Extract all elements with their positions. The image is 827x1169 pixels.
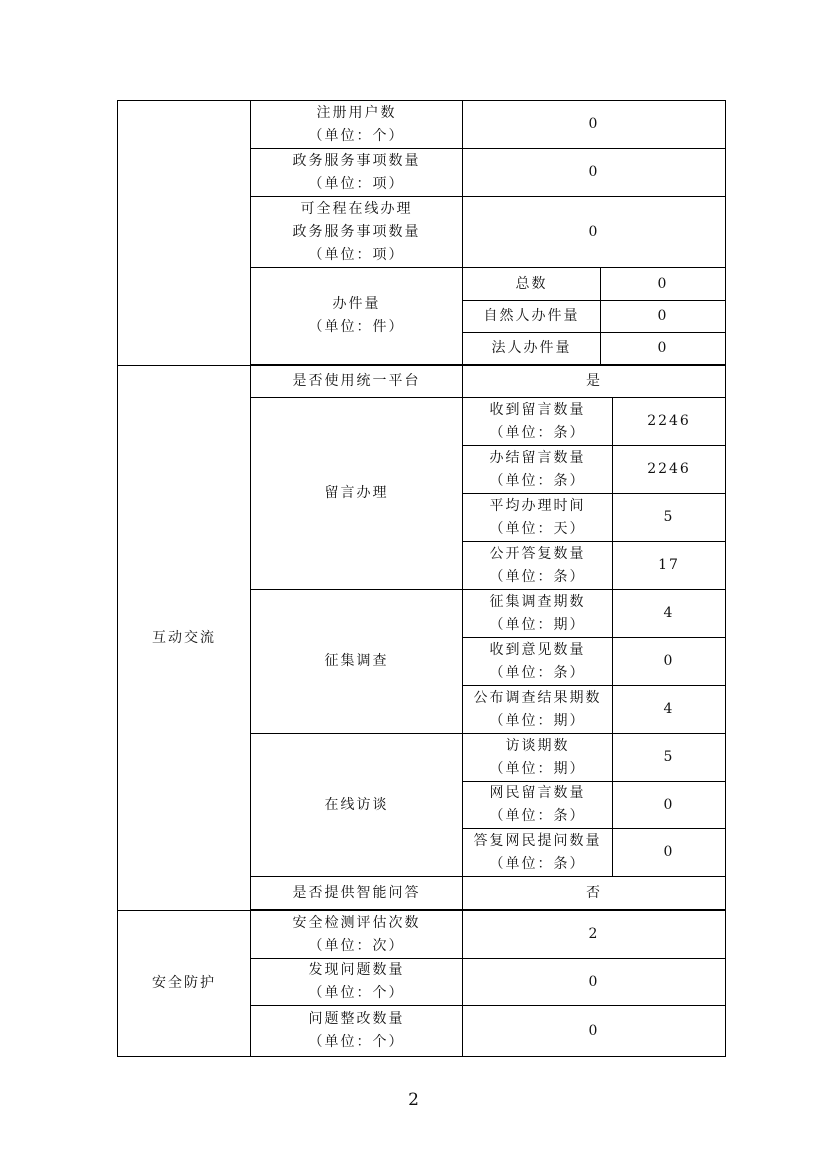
section-security: 安全防护: [118, 911, 251, 1057]
survey-periods-value: 4: [613, 590, 726, 638]
issues-fixed-label: 问题整改数量 （单位：个）: [251, 1006, 463, 1057]
service-items-label: 政务服务事项数量 （单位：项）: [251, 149, 463, 197]
survey-opinions-value: 0: [613, 638, 726, 686]
interview-answers-value: 0: [613, 829, 726, 877]
messages-avg-time-label: 平均办理时间 （单位：天）: [463, 494, 613, 542]
survey-periods-label: 征集调查期数 （单位：期）: [463, 590, 613, 638]
section-cell-continued: [118, 101, 251, 366]
registered-users-value: 0: [463, 101, 726, 149]
statistics-table: [117, 100, 726, 1057]
interview-periods-label: 访谈期数 （单位：期）: [463, 734, 613, 782]
interview-periods-value: 5: [613, 734, 726, 782]
interview-netizen-msgs-label: 网民留言数量 （单位：条）: [463, 782, 613, 829]
smart-qa-value: 否: [463, 877, 726, 910]
messages-concluded-value: 2246: [613, 446, 726, 494]
page-number: 2: [408, 1090, 419, 1110]
survey-label: 征集调查: [251, 590, 463, 734]
messages-public-replies-value: 17: [613, 542, 726, 590]
security-checks-label: 安全检测评估次数 （单位：次）: [251, 911, 463, 959]
handling-legal-label: 法人办件量: [463, 333, 601, 365]
interview-label: 在线访谈: [251, 734, 463, 877]
handling-total-value-cell: 0: [601, 268, 726, 301]
registered-users-label: 注册用户数 （单位：个）: [251, 101, 463, 149]
interview-answers-label: 答复网民提问数量 （单位：条）: [463, 829, 613, 877]
handling-legal-value: 0: [601, 333, 726, 365]
unified-platform-label: 是否使用统一平台: [251, 366, 463, 398]
section-interaction: 互动交流: [118, 366, 251, 911]
messages-received-value: 2246: [613, 398, 726, 446]
handling-total-label: 总数: [463, 268, 601, 301]
handling-natural-value: 0: [601, 301, 726, 333]
messages-concluded-label: 办结留言数量 （单位：条）: [463, 446, 613, 494]
security-checks-value: 2: [463, 911, 726, 959]
survey-results-value: 4: [613, 686, 726, 734]
messages-avg-time-value: 5: [613, 494, 726, 542]
smart-qa-label: 是否提供智能问答: [251, 877, 463, 910]
handling-natural-label: 自然人办件量: [463, 301, 601, 333]
online-items-label: 可全程在线办理 政务服务事项数量 （单位：项）: [251, 197, 463, 268]
service-items-value: 0: [463, 149, 726, 197]
interview-netizen-msgs-value: 0: [613, 782, 726, 829]
handling-label: 办件量 （单位：件）: [251, 268, 463, 365]
issues-found-label: 发现问题数量 （单位：个）: [251, 959, 463, 1006]
unified-platform-value: 是: [463, 366, 726, 398]
messages-label: 留言办理: [251, 398, 463, 590]
issues-fixed-value: 0: [463, 1006, 726, 1057]
survey-opinions-label: 收到意见数量 （单位：条）: [463, 638, 613, 686]
messages-public-replies-label: 公开答复数量 （单位：条）: [463, 542, 613, 590]
online-items-value: 0: [463, 197, 726, 268]
survey-results-label: 公布调查结果期数 （单位：期）: [463, 686, 613, 734]
issues-found-value: 0: [463, 959, 726, 1006]
messages-received-label: 收到留言数量 （单位：条）: [463, 398, 613, 446]
